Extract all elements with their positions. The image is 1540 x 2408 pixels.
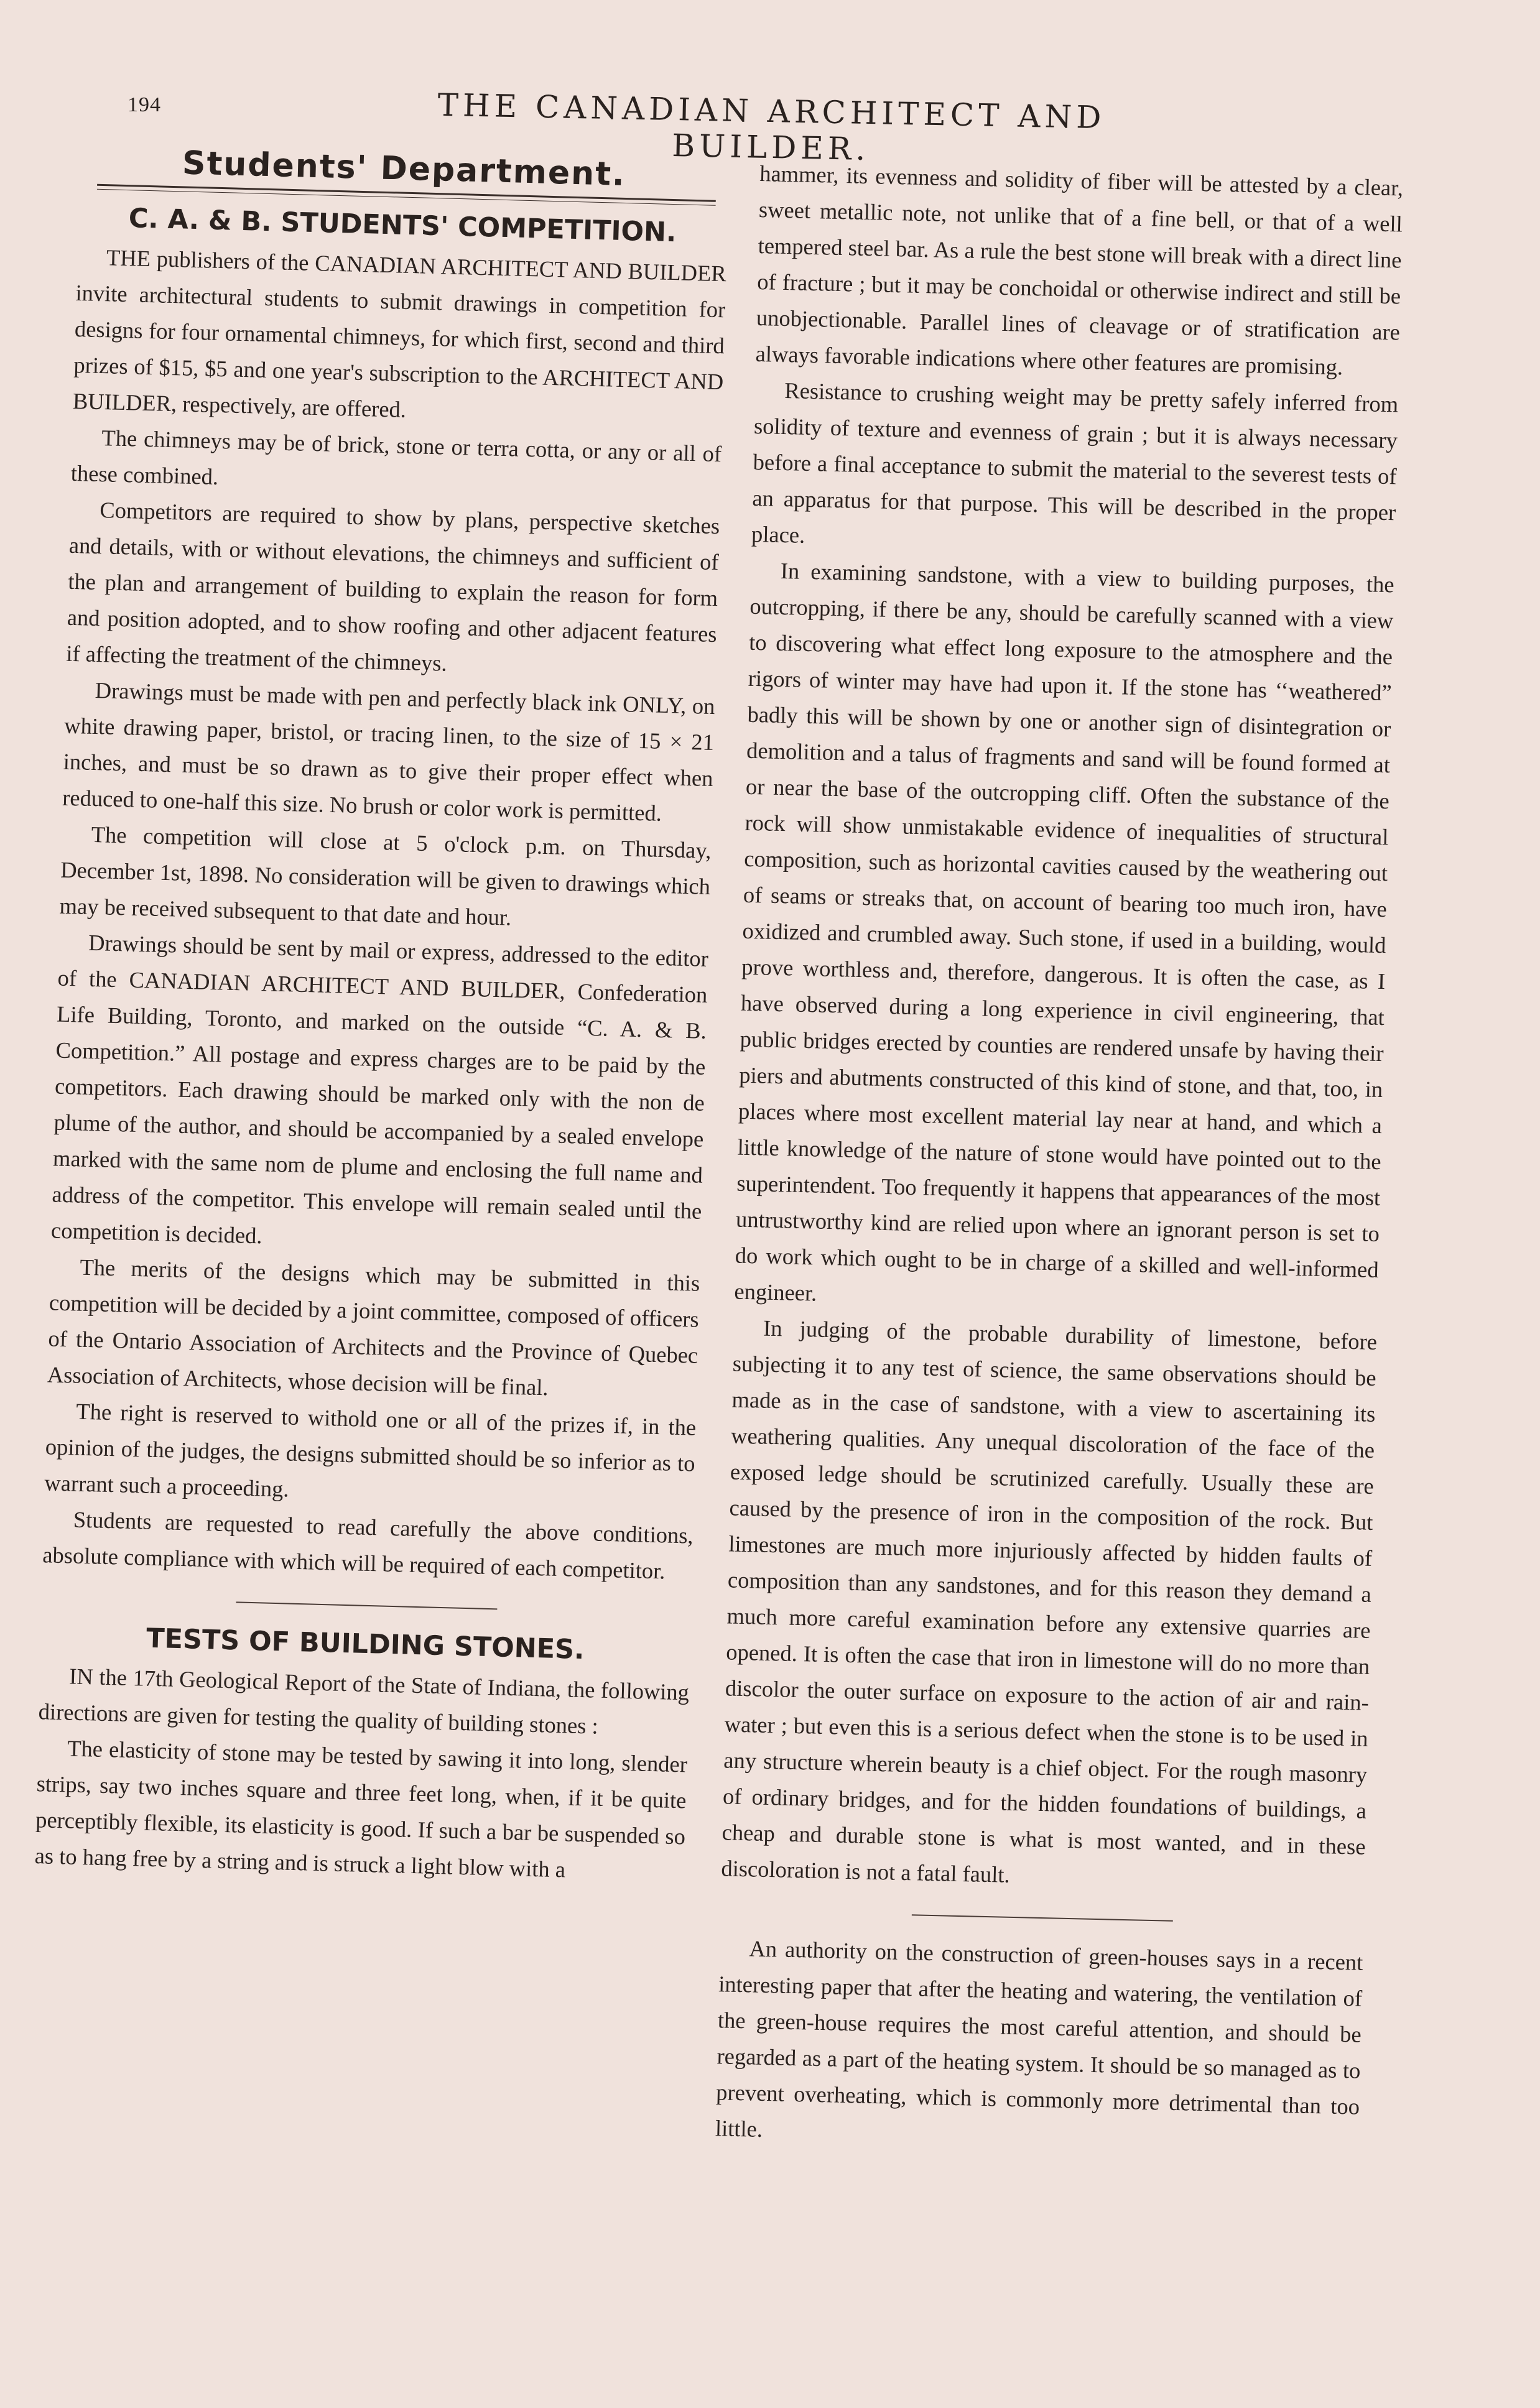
competition-title: C. A. & B. STUDENTS' COMPETITION.: [128, 203, 677, 249]
paragraph: In judging of the probable durability of limestone, before subjecting it to any test of science, the same observations should be made as in the case of sandstone, with a view to ascertaining its weathering qualities. Any unequal discoloration of the face of the exposed ledge should be scrutinized carefully. Usually these are caused by the presence of iron in the composition of the rock. But limestones are much more injuriously affected by hidden faults of composition than any sandstones, and for this reason they demand a much more careful examination before any extensive quarries are opened. It is often the case that iron in limestone will do no more than discolor the outer surface on exposure to the action of air and rain-water ; but even this is a serious defect when the stone is to be used in any structure wherein beauty is a chief object. For the rough masonry of ordinary bridges, and for the hidden foundations of buildings, a cheap and durable stone is what is most wanted, and in these discoloration is not a fatal fault.: [721, 1315, 1378, 1887]
paragraph: An authority on the construction of green-houses says in a recent interesting paper that after the heating and watering, the ventilation of the green-house requires the most careful attention, and should be regarded as a part of the heating system. It should be so managed as to prevent overheating, which is commonly more detrimental than too little.: [715, 1935, 1363, 2142]
paragraph: Drawings should be sent by mail or express, addressed to the editor of the CANADIAN ARCHITECT AND BUILDER, Confederation Life Building, Toronto, and marked on the outside “C. A. & B. Competition.” All postage and express charges are to be paid by the competitors. Each drawing should be marked only with the non de plume of the author, and should be accompanied by a sealed envelope marked with the same nom de plume and enclosing the full name and address of the competitor. This envelope will remain sealed until the competition is decided.: [50, 929, 709, 1249]
paragraph: THE publishers of the CANADIAN ARCHITECT AND BUILDER invite architectural students to submit drawings in competition for designs for four ornamental chimneys, for which first, second and third prizes of $15, $5 and one year's subscription to the ARCHITECT AND BUILDER, respectively, are offered.: [72, 244, 727, 422]
paragraph: In examining sandstone, with a view to building purposes, the outcropping, if there be any, should be carefully scanned with a view to discovering what effect long exposure to the atmosphere and the rigors of winter may have had upon it. If the stone has ‘‘weathered” badly this will be shown by one or another sign of disintegration or demolition and a talus of fragments and sand will be found formed at or near the base of the outcropping cliff. Often the substance of the rock will show unmistakable evidence of inequalities of structural composition, such as horizontal cavities caused by the weathering out of seams or streaks that, on account of bearing too much iron, have oxidized and crumbled away. Such stone, if used in a building, would prove worthless and, therefore, dangerous. It is often the case, as I have observed during a long experience in civil engineering, that public bridges erected by counties are rendered unsafe by having their piers and abutments constructed of this kind of stone, and that, too, in places where most excellent material lay near at hand, and which a little knowledge of the nature of stone would have pointed out to the superintendent. Too frequently it happens that appearances of the most untrustworthy kind are relied upon where an ignorant person is set to do work which ought to be in charge of a skilled and well-informed engineer.: [734, 557, 1395, 1306]
right-column: [715, 155, 1403, 2161]
page-number: 194: [128, 93, 161, 116]
stones-title: TESTS OF BUILDING STONES.: [146, 1623, 585, 1666]
paragraph: Students are requested to read carefully the above conditions, absolute compliance with which will be required of each competitor.: [42, 1506, 694, 1584]
paragraph: Resistance to crushing weight may be pretty safely inferred from solidity of texture and evenness of grain ; but it is always necessary before a final acceptance to submit the material to the severest tests of an apparatus for that purpose. This will be described in the proper place.: [751, 377, 1399, 548]
paragraph: The competition will close at 5 o'clock p.m. on Thursday, December 1st, 1898. No consideration will be given to drawings which may be received subsequent to that date and hour.: [59, 821, 712, 930]
paragraph: Drawings must be made with pen and perfectly black ink ONLY, on white drawing paper, bristol, or tracing linen, to the size of 15 × 21 inches, and must be so drawn as to give their proper effect when reduced to one-half this size. No brush or color work is permitted.: [62, 677, 716, 826]
paragraph: Competitors are required to show by plans, perspective sketches and details, with or without elevations, the chimneys and sufficient of the plan and arrangement of building to explain the reason for form and position adopted, and to show roofing and other adjacent features if affecting the treatment of the chimneys.: [65, 497, 720, 676]
paragraph: IN the 17th Geological Report of the State of Indiana, the following directions are given for testing the quality of building stones :: [38, 1663, 690, 1739]
paragraph: The elasticity of stone may be tested by sawing it into long, slender strips, say two inches square and three feet long, when, if it be quite perceptibly flexible, its elasticity is good. If such a bar be suspended so as to hang free by a string and is struck a light blow with a: [34, 1735, 688, 1882]
section-divider: [911, 1914, 1172, 1922]
paragraph: hammer, its evenness and solidity of fiber will be attested by a clear, sweet metallic note, not unlike that of a fine bell, or that of a well tempered steel bar. As a rule the best stone will break with a direct line of fracture ; but it may be conchoidal or otherwise indirect and still be unobjectionable. Parallel lines of cleavage or of stratification are always favorable indications where other features are promising.: [755, 160, 1404, 380]
left-column: [34, 140, 730, 1891]
paragraph: The right is reserved to withold one or all of the prizes if, in the opinion of the judges, the designs submitted should be so inferior as to warrant such a proceeding.: [44, 1398, 697, 1502]
paragraph: The merits of the designs which may be submitted in this competition will be decided by a joint committee, composed of officers of the Ontario Association of Architects and the Province of Quebec Association of Architects, whose decision will be final.: [47, 1254, 700, 1401]
running-head: THE CANADIAN ARCHITECT AND BUILDER.: [437, 86, 1106, 168]
section-divider: [236, 1601, 497, 1609]
department-title: Students' Department.: [182, 144, 626, 193]
paragraph: The chimneys may be of brick, stone or terra cotta, or any or all of these combined.: [70, 425, 722, 490]
